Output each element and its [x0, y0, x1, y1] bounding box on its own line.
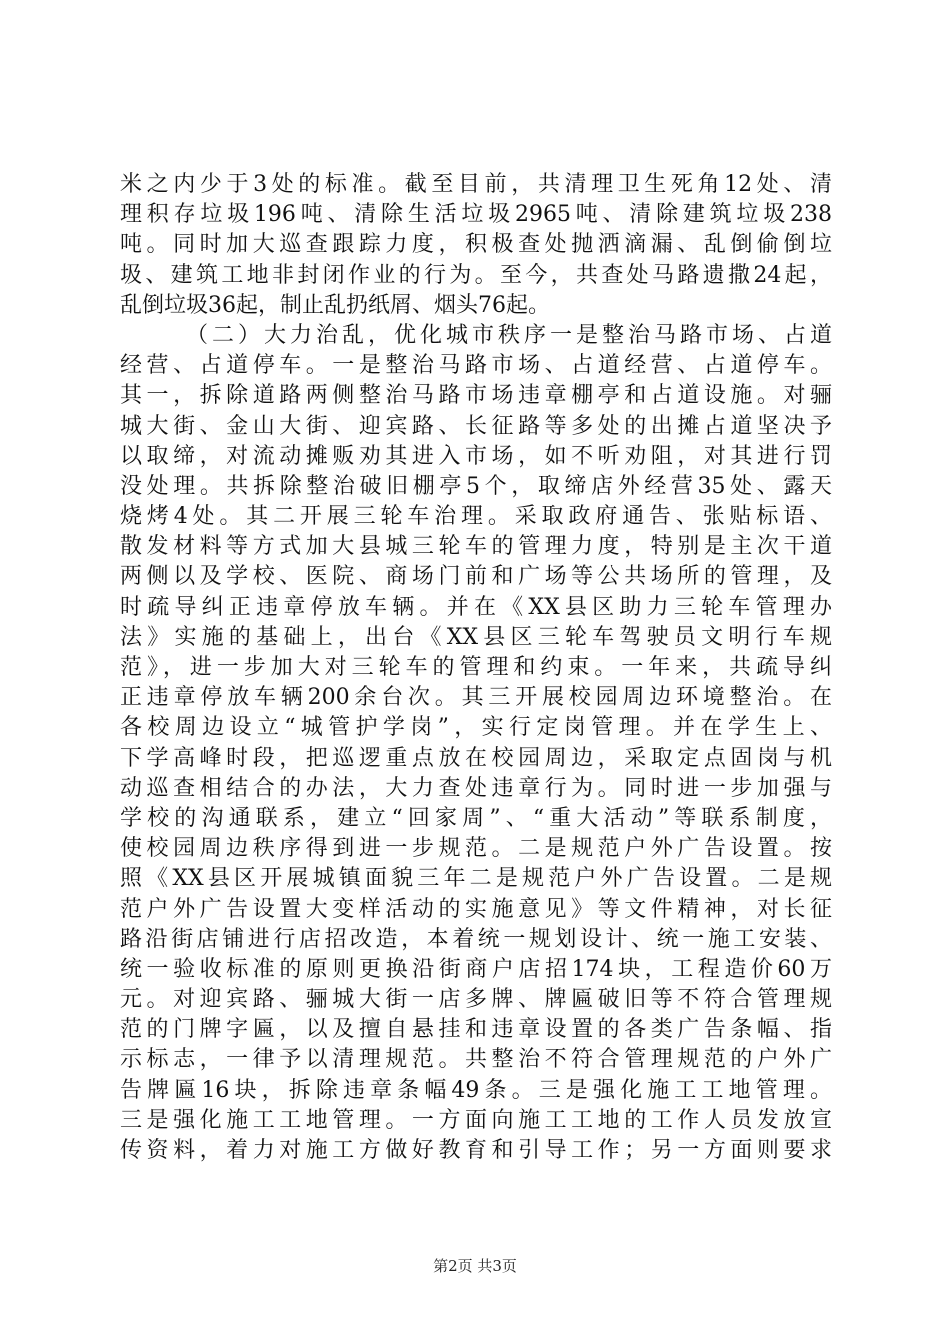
page-footer [0, 1256, 950, 1276]
text-line: 照《XX县区开展城镇面貌三年二是规范户外广告设置。二是规 [120, 866, 832, 892]
text-line: 两侧以及学校、医院、商场门前和广场等公共场所的管理，及 [120, 564, 832, 590]
text-line: 米之内少于3处的标准。截至目前，共清理卫生死角12处、清 [120, 172, 832, 197]
page-number-label: 第2页 共3页 [433, 1257, 517, 1275]
text-line: 烧烤4处。其二开展三轮车治理。采取政府通告、张贴标语、 [120, 504, 832, 530]
text-line: 理积存垃圾196吨、清除生活垃圾2965吨、清除建筑垃圾238 [120, 202, 832, 228]
paragraph-start-line: （二）大力治乱，优化城市秩序一是整治马路市场、占道 [186, 322, 832, 348]
text-line: 经营、占道停车。一是整治马路市场、占道经营、占道停车。 [120, 353, 832, 379]
text-line: 其一，拆除道路两侧整治马路市场违章棚亭和占道设施。对骊 [120, 383, 832, 409]
text-line: 没处理。共拆除整治破旧棚亭5个，取缔店外经营35处、露天 [120, 473, 832, 499]
text-line: 传资料，着力对施工方做好教育和引导工作；另一方面则要求 [120, 1138, 832, 1163]
text-line: 吨。同时加大巡查跟踪力度，积极查处抛洒滴漏、乱倒偷倒垃 [120, 232, 832, 258]
body-text [120, 170, 832, 1166]
text-line: 圾、建筑工地非封闭作业的行为。至今，共查处马路遗撒24起， [120, 262, 832, 288]
text-line: 示标志，一律予以清理规范。共整治不符合管理规范的户外广 [120, 1047, 832, 1073]
text-line: 各校周边设立“城管护学岗”，实行定岗管理。并在学生上、 [120, 715, 832, 741]
text-line: 动巡查相结合的办法，大力查处违章行为。同时进一步加强与 [120, 775, 832, 801]
text-line: 路沿街店铺进行店招改造，本着统一规划设计、统一施工安装、 [120, 926, 832, 952]
text-line: 使校园周边秩序得到进一步规范。二是规范户外广告设置。按 [120, 836, 832, 862]
text-line: 法》实施的基础上，出台《XX县区三轮车驾驶员文明行车规 [120, 624, 832, 650]
text-line: 散发材料等方式加大县城三轮车的管理力度，特别是主次干道 [120, 534, 832, 560]
text-line: 范》，进一步加大对三轮车的管理和约束。一年来，共疏导纠 [120, 655, 832, 680]
text-line: 范户外广告设置大变样活动的实施意见》等文件精神，对长征 [120, 896, 832, 922]
text-line: 下学高峰时段，把巡逻重点放在校园周边，采取定点固岗与机 [120, 745, 832, 771]
text-line: 正违章停放车辆200余台次。其三开展校园周边环境整治。在 [120, 685, 832, 711]
text-line: 乱倒垃圾36起，制止乱扔纸屑、烟头76起。 [120, 292, 550, 318]
text-line: 三是强化施工工地管理。一方面向施工工地的工作人员发放宣 [120, 1107, 832, 1133]
text-line: 时疏导纠正违章停放车辆。并在《XX县区助力三轮车管理办 [120, 594, 832, 620]
text-line: 城大街、金山大街、迎宾路、长征路等多处的出摊占道坚决予 [120, 413, 832, 439]
text-line: 告牌匾16块，拆除违章条幅49条。三是强化施工工地管理。 [120, 1077, 832, 1103]
text-line: 统一验收标准的原则更换沿街商户店招174块，工程造价60万 [120, 956, 832, 982]
text-line: 范的门牌字匾，以及擅自悬挂和违章设置的各类广告条幅、指 [120, 1017, 832, 1043]
text-line: 学校的沟通联系，建立“回家周”、“重大活动”等联系制度， [120, 805, 832, 831]
text-line: 以取缔，对流动摊贩劝其进入市场，如不听劝阻，对其进行罚 [120, 443, 832, 469]
text-line: 元。对迎宾路、骊城大街一店多牌、牌匾破旧等不符合管理规 [120, 987, 832, 1013]
